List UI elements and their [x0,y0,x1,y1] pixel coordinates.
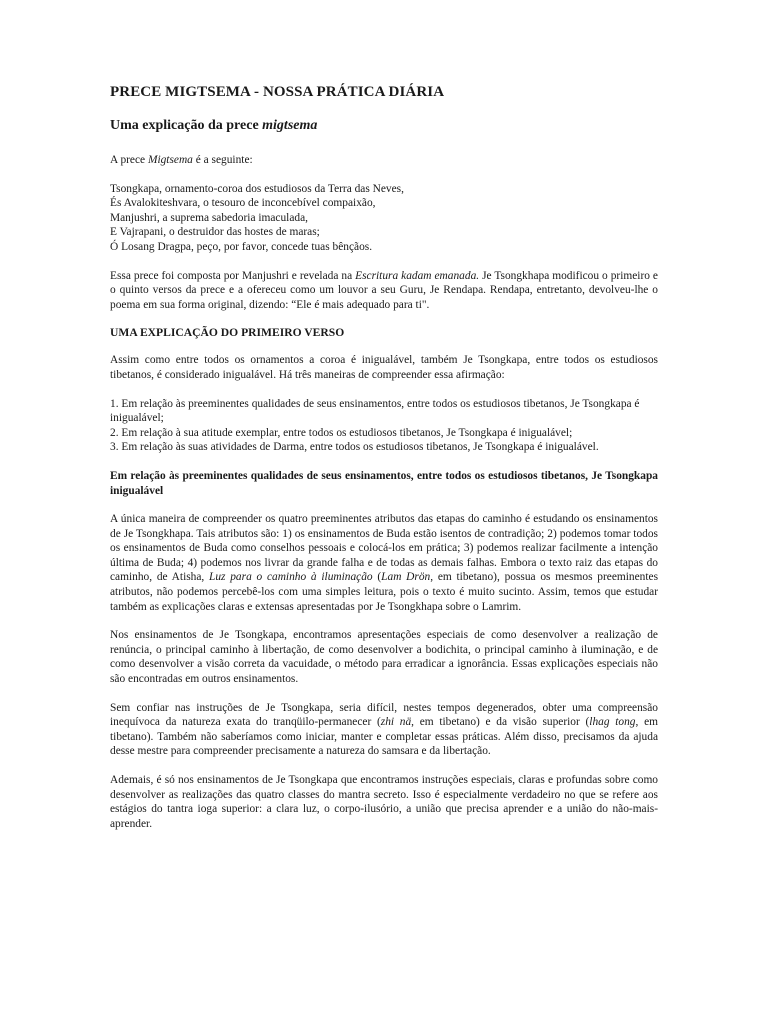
p3-part2: , em tibetano) e da visão superior ( [411,716,590,729]
paragraph-1 [110,512,658,614]
origin-italic: Escritura kadam emanada. [355,269,480,282]
p3-italic1: zhi nä [380,716,412,729]
document-subtitle [110,118,658,134]
subtitle-text: Uma explicação da prece [110,118,263,133]
paragraph-4: Ademais, é só nos ensinamentos de Je Tsongkapa que encontramos instruções especiais, claras e profundas sobre como desenvolver as realizações das quatro classes do mantra secreto. Isso é especialmente verdadeiro no que se refere aos estágios do tantra ioga superior: a clara luz, o corpo-ilusório, a união que precisa aprender e a união do não-mais-aprender. [110,774,658,830]
intro-before: A prece [110,154,148,166]
bold-subheading: Em relação às preeminentes qualidades de seus ensinamentos, entre todos os estudiosos tibetanos, Je Tsongkapa inigualável [110,469,658,497]
numbered-list [110,397,658,455]
intro-italic: Migtsema [147,154,193,166]
list-item: 3. Em relação às suas atividades de Darma, entre todos os estudiosos tibetanos, Je Tsongkapa é inigualável. [110,441,599,454]
verse-line: És Avalokiteshvara, o tesouro de inconcebível compaixão, [110,197,376,210]
origin-after: Je Tsongkhapa modificou o primeiro e o quinto versos da prece e a ofereceu como um louvor a seu Guru, Je Rendapa. Rendapa, entretanto, devolveu-lhe o poema em sua forma original, dizendo: “Ele é mais adequado para ti". [110,269,658,311]
p1-part2: ( [372,571,382,584]
p3-part3: , em tibetano). Também não saberíamos como iniciar, manter e completar essas práticas. Além disso, precisamos da ajuda desse mestre para compreender precisamente a natureza do samsara e da libertação. [110,716,658,758]
paragraph-3 [110,701,658,759]
verse-line: E Vajrapani, o destruidor das hostes de maras; [110,226,320,239]
verse-line: Tsongkapa, ornamento-coroa dos estudiosos da Terra das Neves, [110,182,404,195]
p3-part1: Sem confiar nas instruções de Je Tsongkapa, seria difícil, nestes tempos degenerados, obter uma compreensão inequívoca da natureza exata do tranqüilo-permanecer ( [110,701,658,729]
p1-part1: A única maneira de compreender os quatro preeminentes atributos das etapas do caminho é estudando os ensinamentos de Je Tsongkhapa. Tais atributos são: 1) os ensinamentos de Buda estão isentos de contradição; 2) podemos tomar todos os ensinamentos de Buda como conselhos pessoais e colocá-los em prática; 3) podemos realizar facilmente a intenção última de Buda; 4) podemos nos livrar da grande falha e de todas as demais falhas. Embora o texto raiz das etapas do caminho, de Atisha, [110,513,658,584]
intro-paragraph [110,153,658,168]
verse-line: Ó Losang Dragpa, peço, por favor, concede tuas bênçãos. [110,240,373,253]
document-title: PRECE MIGTSEMA - NOSSA PRÁTICA DIÁRIA [110,84,445,100]
intro-after: é a seguinte: [192,154,253,166]
origin-before: Essa prece foi composta por Manjushri e revelada na [110,269,356,282]
verse-line: Manjushri, a suprema sabedoria imaculada, [110,211,309,224]
origin-paragraph [110,269,658,313]
subtitle-italic: migtsema [262,118,318,133]
section-heading: UMA EXPLICAÇÃO DO PRIMEIRO VERSO [110,326,345,340]
p1-italic1: Luz para o caminho à iluminação [209,571,373,584]
p1-part3: , em tibetano), possua os mesmos preeminentes atributos, não podemos percebê-los com uma simples leitura, pois o texto é muito sucinto. Assim, temos que estudar também as explicações claras e extensas apresentadas por Je Tsongkhapa sobre o Lamrim. [110,571,659,613]
prayer-verse [110,182,658,255]
p1-italic2: Lam Drön [381,571,431,584]
list-item: 1. Em relação às preeminentes qualidades de seus ensinamentos, entre todos os estudiosos tibetanos, Je Tsongkapa é inigualável; [110,397,640,425]
paragraph-2: Nos ensinamentos de Je Tsongkapa, encontramos apresentações especiais de como desenvolver a realização de renúncia, o principal caminho à libertação, de como desenvolver a bodichita, o principal caminho à iluminação, e de como desenvolver a visão correta da vacuidade, o método para erradicar a ignorância. Essas explicações especiais não são encontradas em outros ensinamentos. [110,629,658,686]
list-item: 2. Em relação à sua atitude exemplar, entre todos os estudiosos tibetanos, Je Tsongkapa é inigualável; [110,426,573,439]
p3-italic2: lhag tong [589,716,636,729]
section-intro: Assim como entre todos os ornamentos a coroa é inigualável, também Je Tsongkapa, entre todos os estudiosos tibetanos, é considerado inigualável. Há três maneiras de compreender essa afirmação: [110,354,658,381]
